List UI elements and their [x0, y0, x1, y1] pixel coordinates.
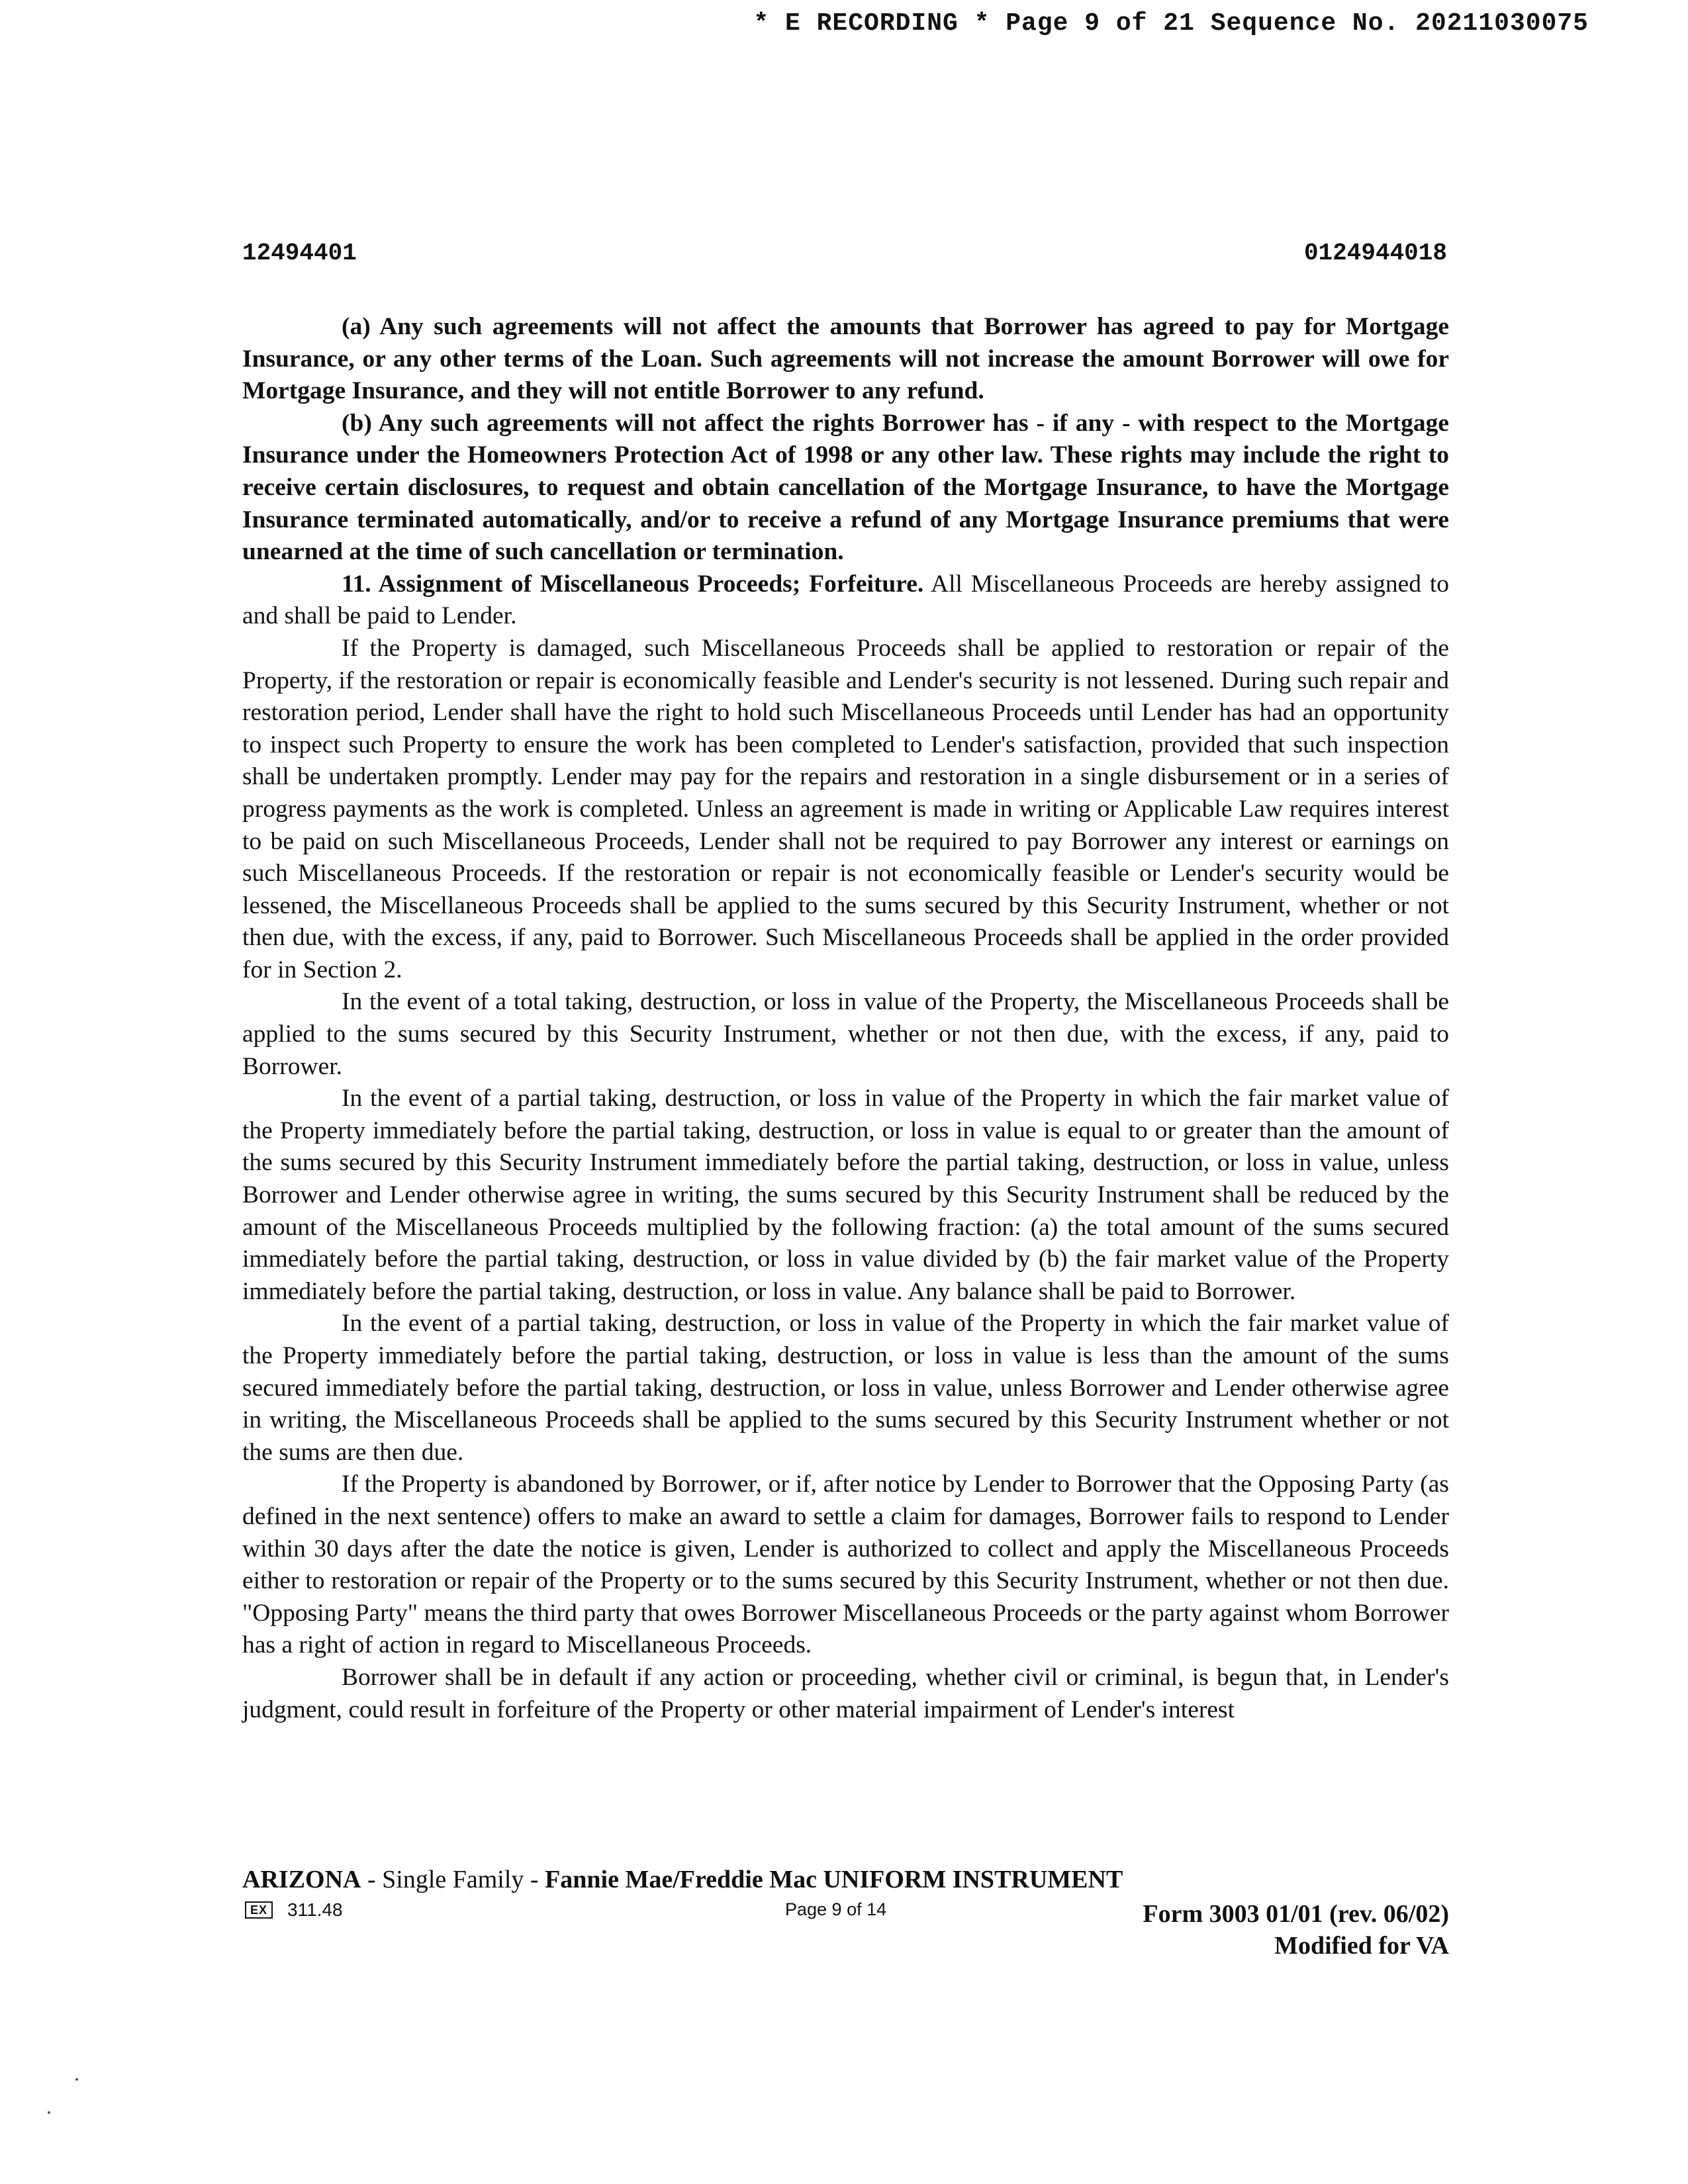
footer-page-number: Page 9 of 14 [785, 1899, 887, 1919]
loan-id-right: 0124944018 [1303, 240, 1447, 267]
footer-separator: - Single Family - [361, 1866, 545, 1893]
recording-stamp: * E RECORDING * Page 9 of 21 Sequence No. 20211030075 [753, 9, 1589, 38]
scan-artifact-dot [75, 2078, 78, 2081]
loan-id-row [242, 240, 1447, 267]
footer-row [242, 1897, 1449, 1960]
loan-id-left: 12494401 [242, 240, 357, 267]
paragraph-partial-less: In the event of a partial taking, destruction, or loss in value of the Property in which the fair market value of the Property immediately before the partial taking, destruction, or loss in value is less than the amount of the sums secured immediately before the partial taking, destruction, or loss in value, unless Borrower and Lender otherwise agree in writing, the Miscellaneous Proceeds shall be applied to the sums secured by this Security Instrument whether or not the sums are then due. [242, 1310, 1449, 1466]
section-11 [242, 569, 1449, 633]
scan-artifact-dot [48, 2111, 50, 2114]
paragraph-damaged: If the Property is damaged, such Miscellaneous Proceeds shall be applied to restoration or repair of the Property, if the restoration or repair is economically feasible and Lender's security is not lessened. During such repair and restoration period, Lender shall have the right to hold such Miscellaneous Proceeds until Lender has had an opportunity to inspect such Property to ensure the work has been completed to Lender's satisfaction, provided that such inspection shall be undertaken promptly. Lender may pay for the repairs and restoration in a single disbursement or in a series of progress payments as the work is completed. Unless an agreement is made in writing or Applicable Law requires interest to be paid on such Miscellaneous Proceeds, Lender shall not be required to pay Borrower any interest or earnings on such Miscellaneous Proceeds. If the restoration or repair is not economically feasible or Lender's security would be lessened, the Miscellaneous Proceeds shall be applied to the sums secured by this Security Instrument, whether or not then due, with the excess, if any, paid to Borrower. Such Miscellaneous Proceeds shall be applied in the order provided for in Section 2. [242, 634, 1449, 983]
document-body [242, 311, 1449, 1726]
paragraph-b: (b) Any such agreements will not affect the rights Borrower has - if any - with respect to the Mortgage Insurance under the Homeowners Protection Act of 1998 or any other law. These rights may include the right to receive certain disclosures, to request and obtain cancellation of the Mortgage Insurance, to have the Mortgage Insurance terminated automatically, and/or to receive a refund of any Mortgage Insurance premiums that were unearned at the time of such cancellation or termination. [242, 409, 1449, 566]
paragraph-abandoned: If the Property is abandoned by Borrower, or if, after notice by Lender to Borrower that the Opposing Party (as defined in the next sentence) offers to make an award to settle a claim for damages, Borrower fails to respond to Lender within 30 days after the date the notice is given, Lender is authorized to collect and apply the Miscellaneous Proceeds either to restoration or repair of the Property or to the sums secured by this Security Instrument, whether or not then due. "Opposing Party" means the third party that owes Borrower Miscellaneous Proceeds or the party against whom Borrower has a right of action in regard to Miscellaneous Proceeds. [242, 1471, 1449, 1659]
paragraph-total-taking: In the event of a total taking, destruction, or loss in value of the Property, the Miscellaneous Proceeds shall be applied to the sums secured by this Security Instrument, whether or not then due, with the excess, if any, paid to Borrower. [242, 988, 1449, 1080]
page-footer [242, 1865, 1449, 1960]
footer-form-info [1143, 1898, 1449, 1962]
form-code: 311.48 [287, 1899, 343, 1920]
footer-instrument-line [242, 1865, 1449, 1894]
form-number: Form 3003 01/01 (rev. 06/02) [1143, 1900, 1449, 1928]
paragraph-default: Borrower shall be in default if any action or proceeding, whether civil or criminal, is begun that, in Lender's judgment, could result in forfeiture of the Property or other material impairment of Lender's interest [242, 1663, 1449, 1723]
paragraph-a: (a) Any such agreements will not affect the amounts that Borrower has agreed to pay for Mortgage Insurance, or any other terms of the Loan. Such agreements will not increase the amount Borrower will owe for Mortgage Insurance, and they will not entitle Borrower to any refund. [242, 313, 1449, 405]
modified-for: Modified for VA [1274, 1932, 1449, 1960]
ellie-mae-logo-icon: EX [245, 1901, 273, 1919]
footer-state: ARIZONA [242, 1866, 361, 1893]
paragraph-partial-greater: In the event of a partial taking, destruction, or loss in value of the Property in which the fair market value of the Property immediately before the partial taking, destruction, or loss in value is equal to or greater than the amount of the sums secured by this Security Instrument immediately before the partial taking, destruction, or loss in value, unless Borrower and Lender otherwise agree in writing, the sums secured by this Security Instrument shall be reduced by the amount of the Miscellaneous Proceeds multiplied by the following fraction: (a) the total amount of the sums secured immediately before the partial taking, destruction, or loss in value divided by (b) the fair market value of the Property immediately before the partial taking, destruction, or loss in value. Any balance shall be paid to Borrower. [242, 1085, 1449, 1305]
footer-instrument: Fannie Mae/Freddie Mac UNIFORM INSTRUMENT [545, 1866, 1123, 1893]
section-11-text: All Miscellaneous Proceeds are hereby assigned to and shall be paid to Lender. [242, 570, 1449, 630]
section-11-heading: 11. Assignment of Miscellaneous Proceeds; Forfeiture. [342, 570, 924, 598]
footer-form-code [245, 1899, 343, 1921]
